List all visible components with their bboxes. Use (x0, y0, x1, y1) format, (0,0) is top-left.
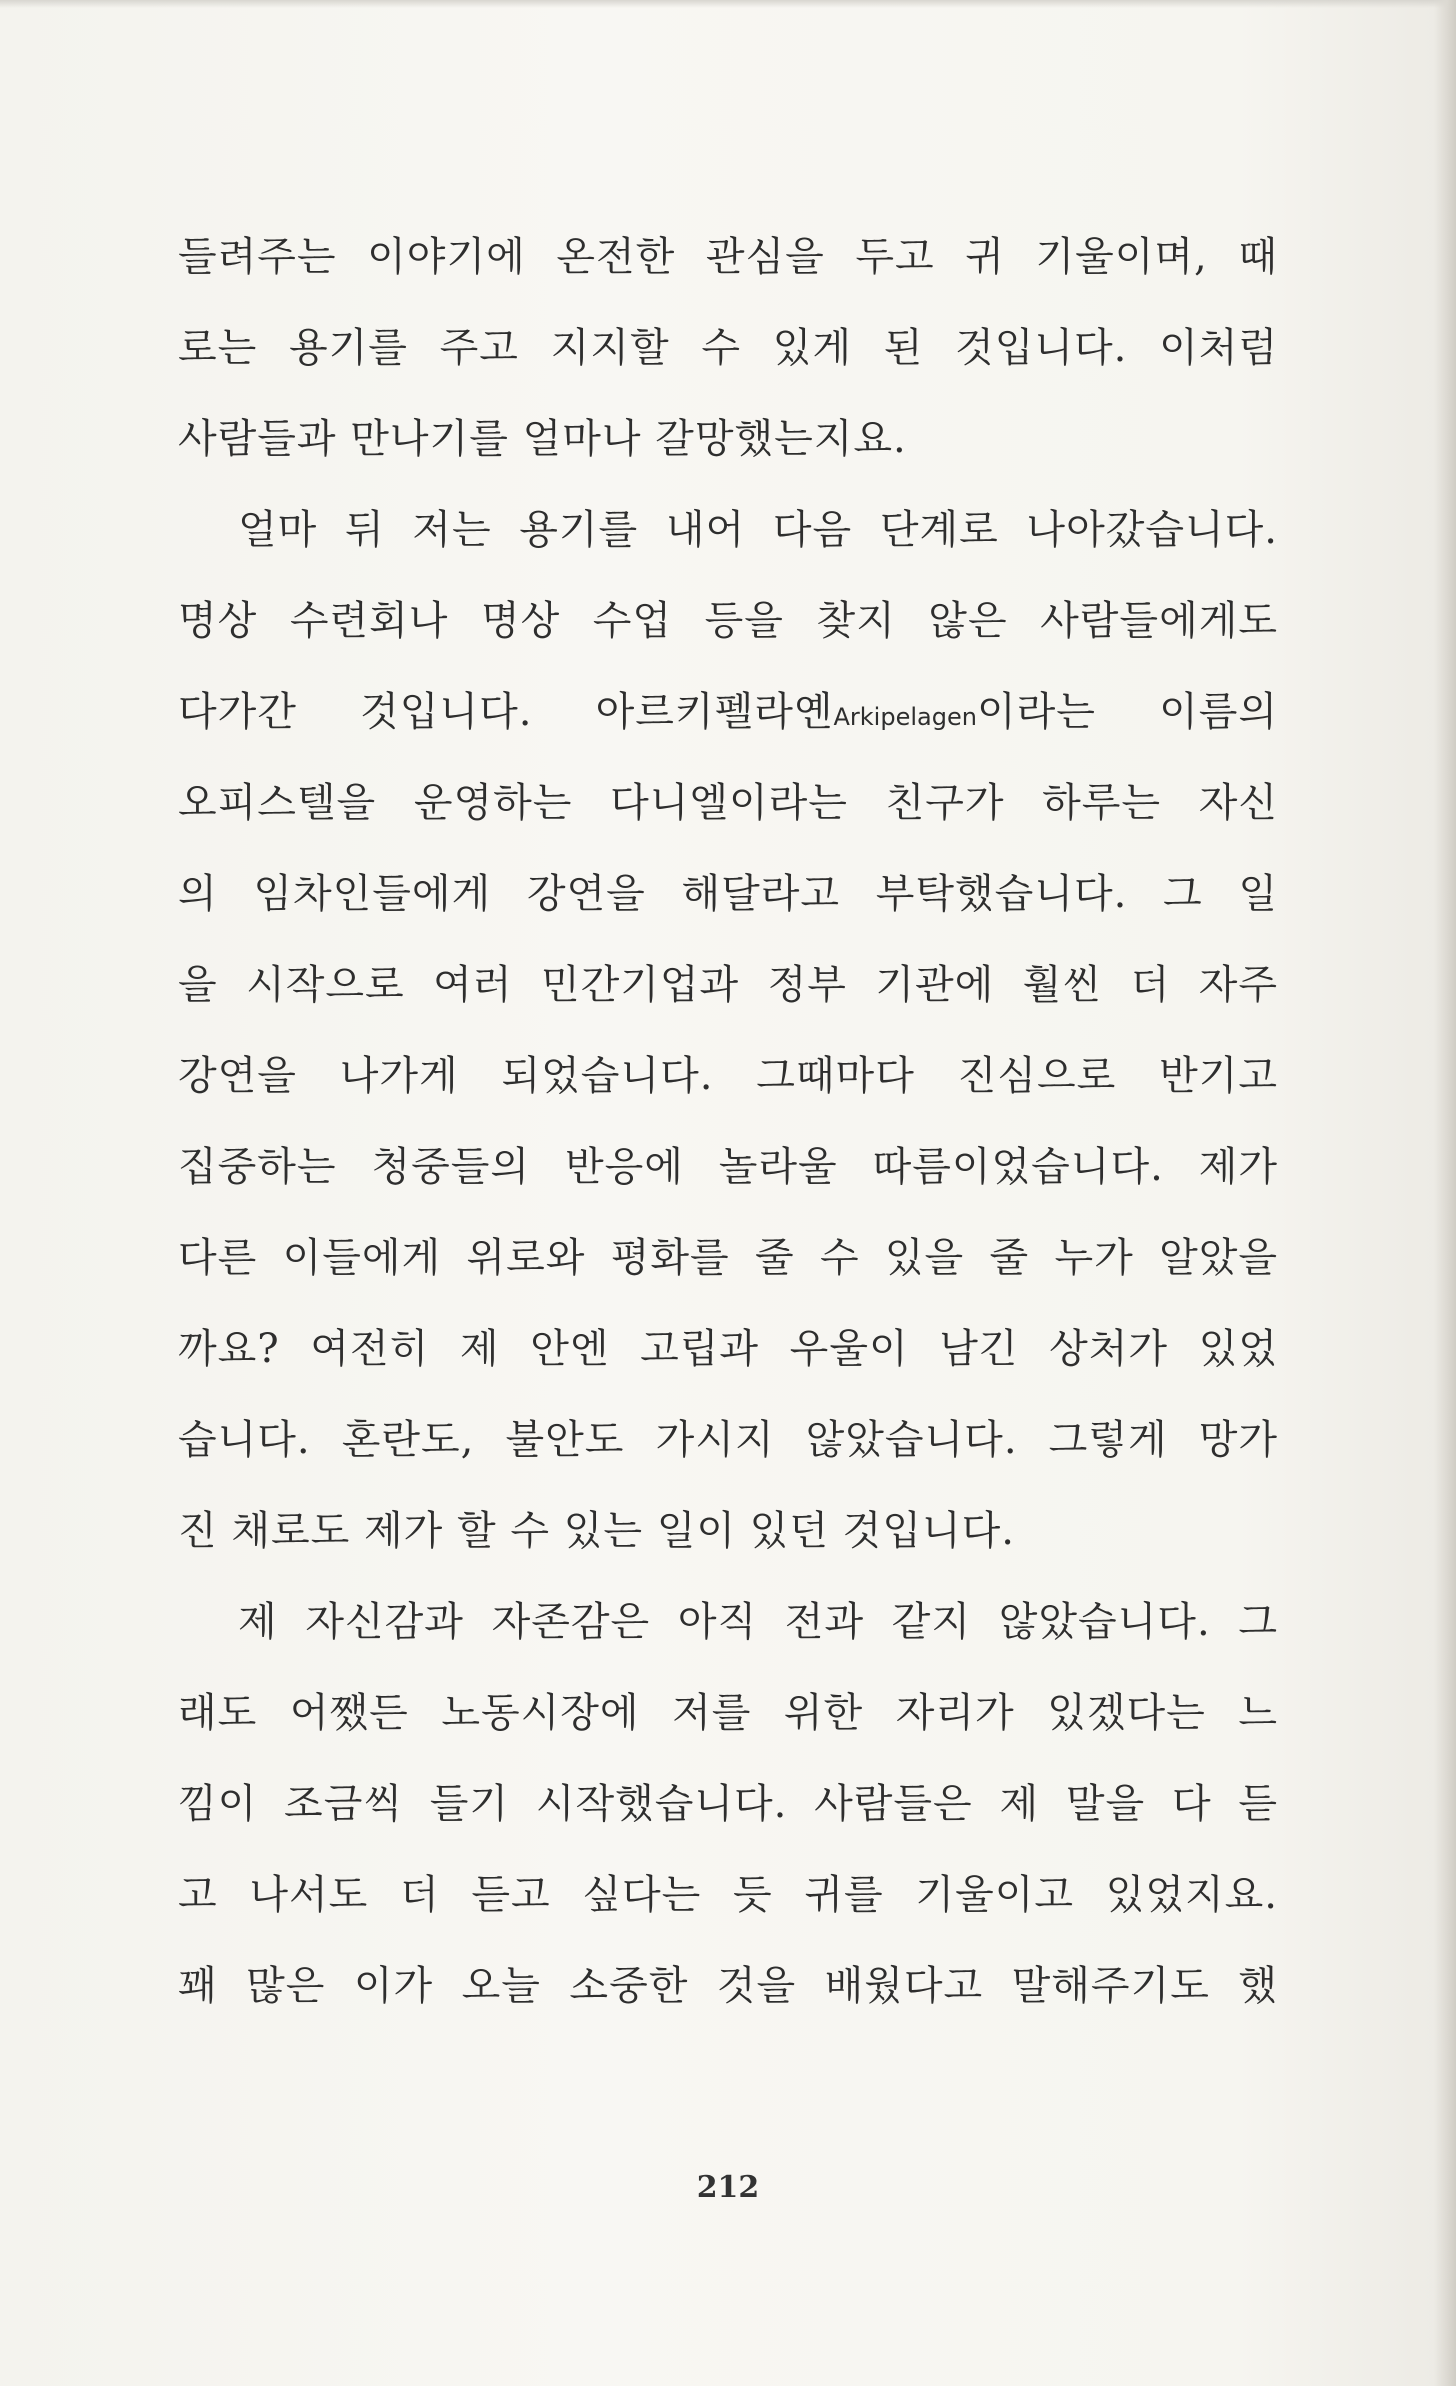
text-line: 다른 이들에게 위로와 평화를 줄 수 있을 줄 누가 알았을 (178, 1235, 1278, 1281)
page-number: 212 (696, 2170, 760, 2205)
text-line: 낌이 조금씩 들기 시작했습니다. 사람들은 제 말을 다 듣 (178, 1781, 1278, 1827)
text-line: 을 시작으로 여러 민간기업과 정부 기관에 훨씬 더 자주 (178, 962, 1278, 1008)
text-line: 사람들과 만나기를 얼마나 갈망했는지요. (178, 416, 907, 462)
text-line: 들려주는 이야기에 온전한 관심을 두고 귀 기울이며, 때 (178, 234, 1278, 280)
page-right-edge (1434, 0, 1456, 2386)
page-top-edge (0, 0, 1456, 8)
text-line: 까요? 여전히 제 안엔 고립과 우울이 남긴 상처가 있었 (178, 1326, 1278, 1372)
text-line: 의 임차인들에게 강연을 해달라고 부탁했습니다. 그 일 (178, 871, 1278, 917)
text-line: 꽤 많은 이가 오늘 소중한 것을 배웠다고 말해주기도 했 (178, 1963, 1278, 2009)
text-line: 로는 용기를 주고 지지할 수 있게 된 것입니다. 이처럼 (178, 325, 1278, 371)
text-line: 진 채로도 제가 할 수 있는 일이 있던 것입니다. (178, 1508, 1015, 1554)
body-text (178, 212, 1278, 2032)
text-line: 얼마 뒤 저는 용기를 내어 다음 단계로 나아갔습니다. (238, 507, 1278, 553)
text-line: 제 자신감과 자존감은 아직 전과 같지 않았습니다. 그 (238, 1599, 1278, 1645)
text-line: 집중하는 청중들의 반응에 놀라울 따름이었습니다. 제가 (178, 1144, 1278, 1190)
text-line: 고 나서도 더 듣고 싶다는 듯 귀를 기울이고 있었지요. (178, 1872, 1278, 1918)
text-line: 습니다. 혼란도, 불안도 가시지 않았습니다. 그렇게 망가 (178, 1417, 1278, 1463)
text-line: 오피스텔을 운영하는 다니엘이라는 친구가 하루는 자신 (178, 780, 1278, 826)
text-line: 강연을 나가게 되었습니다. 그때마다 진심으로 반기고 (178, 1053, 1278, 1099)
latin-word: Arkipelagen (833, 703, 977, 731)
text-line: 래도 어쨌든 노동시장에 저를 위한 자리가 있겠다는 느 (178, 1690, 1278, 1736)
text-line-with-latin (178, 667, 1278, 758)
text-segment: 다가간 것입니다. 아르키펠라옌 (178, 689, 834, 735)
text-segment: 이라는 이름의 (976, 689, 1279, 735)
text-line: 명상 수련회나 명상 수업 등을 찾지 않은 사람들에게도 (178, 598, 1278, 644)
